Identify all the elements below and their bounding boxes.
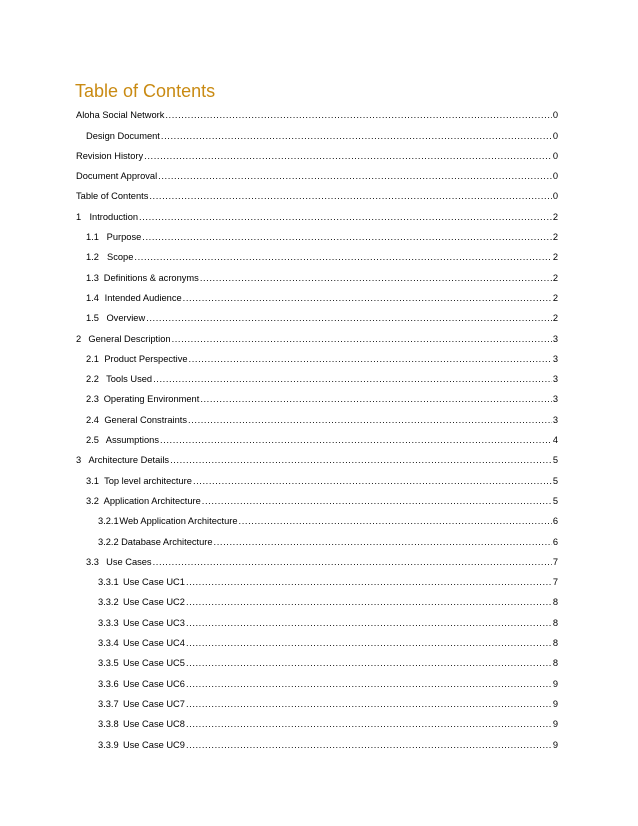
toc-entry-page-number: 5 — [552, 455, 558, 466]
toc-entry-label: Use Case UC3 — [122, 617, 185, 628]
toc-dot-leader — [214, 536, 552, 548]
toc-entry-number: 1.5 — [86, 313, 99, 324]
toc-dot-leader — [186, 637, 552, 649]
toc-entry-label: Introduction — [89, 211, 139, 222]
toc-entry-number: 2.5 — [86, 435, 99, 446]
toc-entry[interactable] — [0, 591, 638, 611]
toc-dot-leader — [186, 657, 552, 669]
toc-entry[interactable] — [0, 429, 638, 449]
toc-entry[interactable] — [0, 266, 638, 286]
toc-dot-leader — [134, 251, 551, 263]
toc-entry-number: 3.3.7 — [98, 698, 119, 709]
toc-entry-label: Database Architecture — [121, 536, 213, 547]
toc-entry-number: 2.1 — [86, 353, 99, 364]
toc-list — [0, 104, 638, 754]
toc-entry-number: 3.2.1 — [98, 516, 119, 527]
toc-entry-label: Scope — [107, 252, 134, 263]
toc-entry-number: 3.3.9 — [98, 739, 119, 750]
toc-dot-leader — [186, 576, 552, 588]
toc-entry-label: Document Approval — [76, 171, 158, 182]
toc-entry-number: 1 — [76, 211, 82, 222]
toc-dot-leader — [161, 130, 552, 142]
toc-entry-page-number: 8 — [552, 617, 558, 628]
toc-entry[interactable] — [0, 124, 638, 144]
toc-entry-label: Use Case UC8 — [122, 719, 185, 730]
toc-entry-label: General Constraints — [104, 414, 188, 425]
toc-entry-page-number: 0 — [552, 130, 558, 141]
toc-entry-number: 3.3.5 — [98, 658, 119, 669]
toc-entry-label: Architecture Details — [88, 455, 170, 466]
toc-entry-number: 2 — [76, 333, 82, 344]
toc-entry-page-number: 3 — [552, 414, 558, 425]
toc-dot-leader — [186, 739, 552, 751]
toc-entry-label: Table of Contents — [76, 191, 149, 202]
toc-entry-page-number: 3 — [552, 353, 558, 364]
toc-entry-page-number: 3 — [552, 394, 558, 405]
toc-entry-number: 3.3 — [86, 556, 99, 567]
toc-dot-leader — [239, 515, 552, 527]
toc-entry-label: Intended Audience — [104, 292, 182, 303]
toc-dot-leader — [186, 596, 552, 608]
toc-entry-page-number: 2 — [552, 272, 558, 283]
toc-entry-number: 3.1 — [86, 475, 99, 486]
toc-dot-leader — [153, 373, 552, 385]
toc-entry-number: 3.3.4 — [98, 638, 119, 649]
toc-entry-label: Assumptions — [105, 435, 159, 446]
toc-entry-page-number: 0 — [552, 150, 558, 161]
toc-entry-page-number: 5 — [552, 495, 558, 506]
toc-entry-number: 1.2 — [86, 252, 99, 263]
toc-dot-leader — [189, 353, 552, 365]
toc-entry[interactable] — [0, 652, 638, 672]
toc-entry-number: 2.2 — [86, 374, 99, 385]
toc-entry[interactable] — [0, 327, 638, 347]
toc-entry-label: Definitions & acronyms — [103, 272, 199, 283]
toc-entry-number: 1.3 — [86, 272, 99, 283]
toc-dot-leader — [202, 495, 552, 507]
toc-entry[interactable] — [0, 571, 638, 591]
toc-entry-page-number: 0 — [552, 171, 558, 182]
toc-dot-leader — [149, 190, 551, 202]
toc-entry[interactable] — [0, 205, 638, 225]
toc-dot-leader — [170, 454, 552, 466]
toc-dot-leader — [172, 333, 552, 345]
toc-entry-label: Operating Environment — [103, 394, 200, 405]
toc-entry-label: Product Perspective — [104, 353, 188, 364]
toc-entry[interactable] — [0, 469, 638, 489]
toc-dot-leader — [186, 678, 552, 690]
toc-entry[interactable] — [0, 490, 638, 510]
toc-entry-page-number: 7 — [552, 577, 558, 588]
toc-entry-label: Revision History — [76, 150, 144, 161]
toc-entry-page-number: 4 — [552, 435, 558, 446]
toc-entry-label: Application Architecture — [103, 495, 201, 506]
toc-entry-page-number: 9 — [552, 739, 558, 750]
toc-entry-number: 1.4 — [86, 292, 99, 303]
toc-dot-leader — [160, 434, 552, 446]
toc-entry-page-number: 2 — [552, 313, 558, 324]
toc-entry[interactable] — [0, 165, 638, 185]
toc-entry[interactable] — [0, 388, 638, 408]
toc-entry-page-number: 9 — [552, 678, 558, 689]
toc-entry-page-number: 3 — [552, 374, 558, 385]
toc-entry-number: 1.1 — [86, 232, 99, 243]
toc-entry-page-number: 0 — [552, 110, 558, 121]
toc-entry-number: 3.2.2 — [98, 536, 119, 547]
toc-entry-page-number: 3 — [552, 333, 558, 344]
toc-dot-leader — [139, 211, 552, 223]
toc-entry[interactable] — [0, 246, 638, 266]
toc-entry[interactable] — [0, 693, 638, 713]
toc-entry-page-number: 8 — [552, 638, 558, 649]
toc-entry[interactable] — [0, 287, 638, 307]
toc-entry-label: Use Case UC9 — [122, 739, 185, 750]
toc-entry[interactable] — [0, 307, 638, 327]
toc-dot-leader — [200, 272, 552, 284]
toc-entry-number: 3.3.6 — [98, 678, 119, 689]
toc-entry[interactable] — [0, 713, 638, 733]
toc-dot-leader — [158, 170, 552, 182]
toc-entry-number: 3.2 — [86, 495, 99, 506]
toc-dot-leader — [165, 109, 551, 121]
toc-dot-leader — [183, 292, 552, 304]
toc-entry[interactable] — [0, 611, 638, 631]
toc-entry-label: General Description — [88, 333, 171, 344]
toc-entry[interactable] — [0, 510, 638, 530]
toc-dot-leader — [144, 150, 552, 162]
toc-entry-page-number: 0 — [552, 191, 558, 202]
toc-entry-label: Use Case UC4 — [122, 638, 185, 649]
toc-entry-label: Use Case UC2 — [122, 597, 185, 608]
toc-dot-leader — [153, 556, 552, 568]
toc-entry-label: Use Case UC7 — [122, 698, 185, 709]
toc-dot-leader — [200, 393, 552, 405]
toc-entry-page-number: 8 — [552, 597, 558, 608]
toc-entry[interactable] — [0, 145, 638, 165]
toc-dot-leader — [142, 231, 552, 243]
toc-entry-page-number: 2 — [552, 232, 558, 243]
toc-entry[interactable] — [0, 368, 638, 388]
toc-entry[interactable] — [0, 733, 638, 753]
toc-entry-label: Design Document — [86, 130, 160, 141]
toc-dot-leader — [186, 617, 552, 629]
toc-entry-label: Use Case UC1 — [122, 577, 185, 588]
toc-entry-number: 2.3 — [86, 394, 99, 405]
toc-entry-page-number: 8 — [552, 658, 558, 669]
toc-entry-label: Tools Used — [106, 374, 153, 385]
toc-entry[interactable] — [0, 672, 638, 692]
toc-entry-label: Overview — [106, 313, 146, 324]
toc-entry[interactable] — [0, 185, 638, 205]
toc-title: Table of Contents — [75, 81, 216, 101]
toc-entry-page-number: 9 — [552, 719, 558, 730]
toc-entry-number: 3.3.1 — [98, 577, 119, 588]
toc-entry-page-number: 7 — [552, 556, 558, 567]
toc-entry[interactable] — [0, 104, 638, 124]
toc-dot-leader — [188, 414, 552, 426]
toc-entry-label: Top level architecture — [104, 475, 192, 486]
toc-entry-label: Use Cases — [106, 556, 152, 567]
toc-entry-label: Aloha Social Network — [76, 110, 165, 121]
toc-entry[interactable] — [0, 226, 638, 246]
toc-entry-page-number: 6 — [552, 536, 558, 547]
toc-entry-page-number: 2 — [552, 292, 558, 303]
toc-entry-page-number: 5 — [552, 475, 558, 486]
toc-entry[interactable] — [0, 551, 638, 571]
toc-dot-leader — [193, 475, 552, 487]
toc-entry-page-number: 9 — [552, 698, 558, 709]
toc-entry[interactable] — [0, 348, 638, 368]
toc-entry-page-number: 6 — [552, 516, 558, 527]
toc-entry[interactable] — [0, 449, 638, 469]
toc-entry[interactable] — [0, 632, 638, 652]
toc-entry-label: Use Case UC6 — [122, 678, 185, 689]
toc-entry-number: 2.4 — [86, 414, 99, 425]
toc-entry[interactable] — [0, 408, 638, 428]
toc-entry-label: Use Case UC5 — [122, 658, 185, 669]
toc-dot-leader — [186, 718, 552, 730]
toc-entry[interactable] — [0, 530, 638, 550]
toc-dot-leader — [186, 698, 552, 710]
toc-entry-page-number: 2 — [552, 211, 558, 222]
toc-entry-number: 3.3.8 — [98, 719, 119, 730]
toc-entry-number: 3.3.3 — [98, 617, 119, 628]
toc-entry-number: 3 — [76, 455, 82, 466]
toc-dot-leader — [146, 312, 552, 324]
toc-entry-label: Purpose — [106, 232, 142, 243]
toc-entry-label: Web Application Architecture — [119, 516, 238, 527]
toc-entry-page-number: 2 — [552, 252, 558, 263]
toc-entry-number: 3.3.2 — [98, 597, 119, 608]
